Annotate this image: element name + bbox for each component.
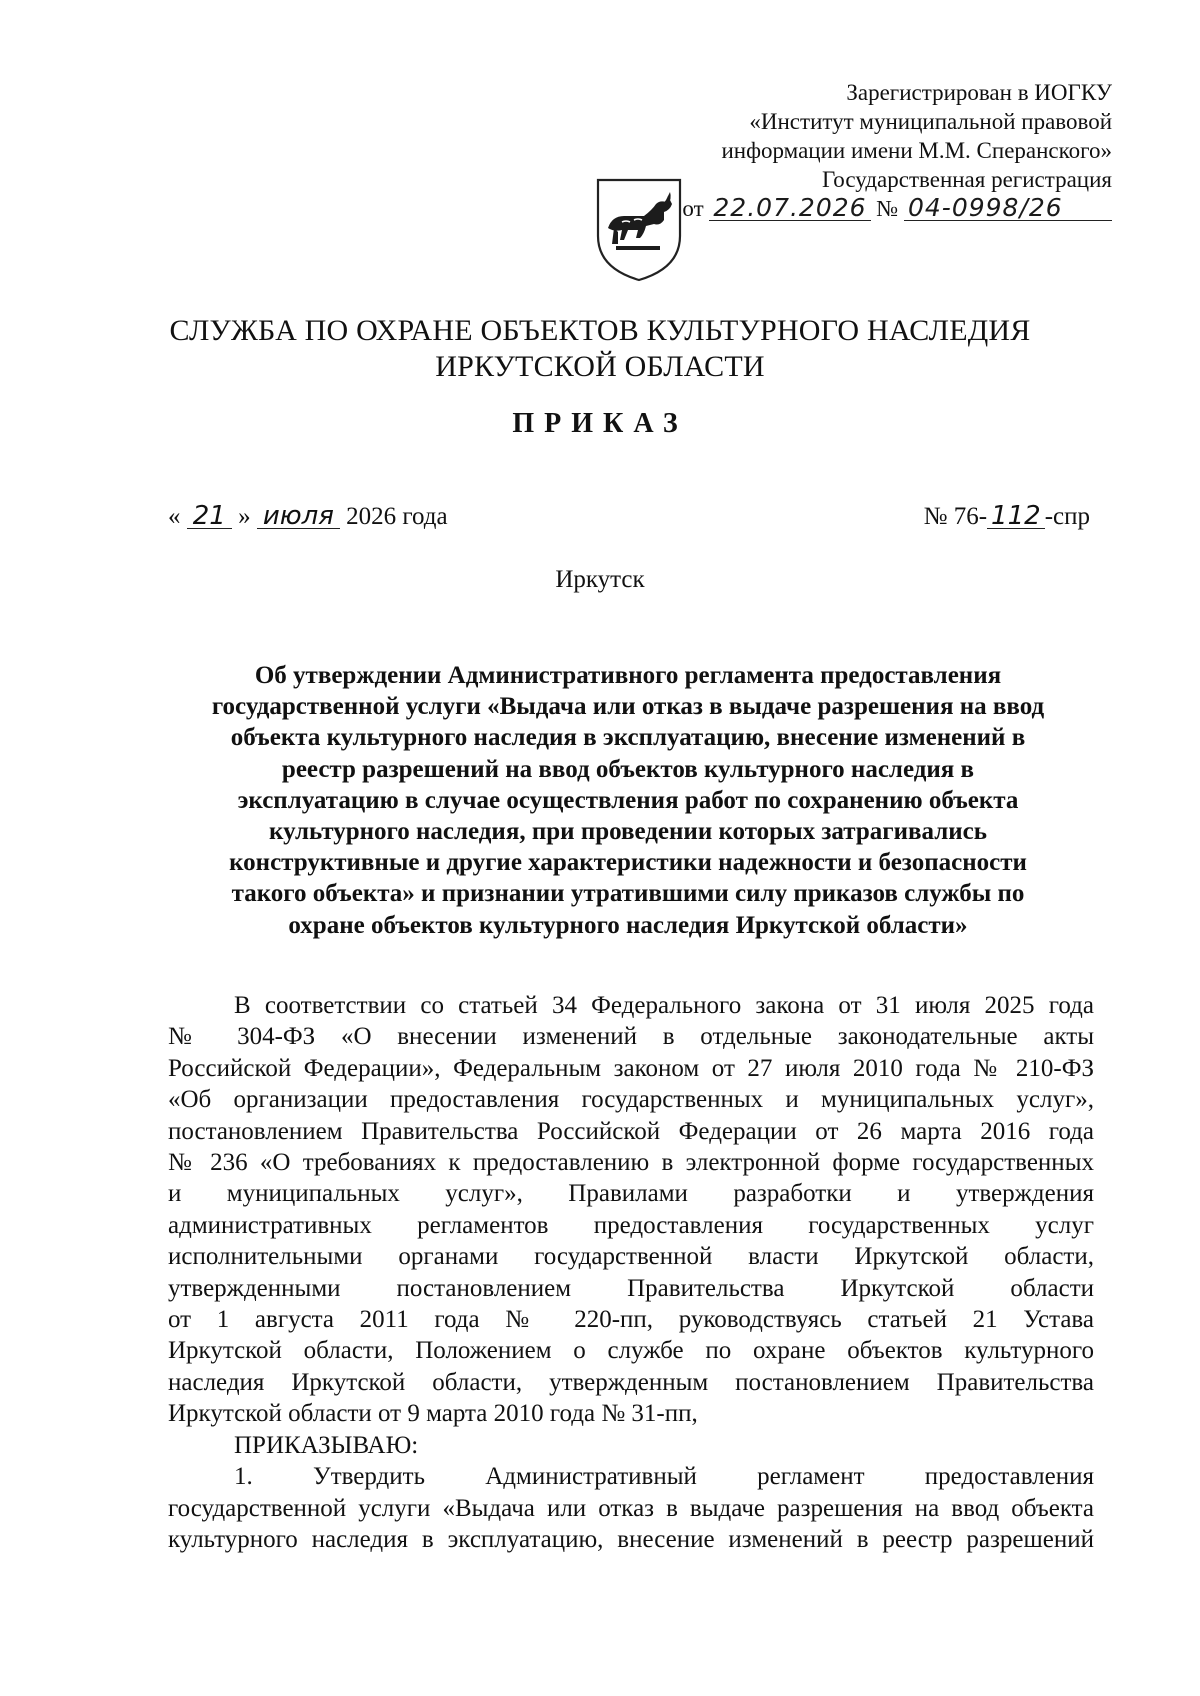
body-line: исполнительными органами государственной власти Иркутской области,	[168, 1243, 1094, 1271]
document-title	[168, 660, 1088, 941]
date-day-handwritten: 21	[187, 504, 232, 529]
registration-from-label: от	[682, 196, 704, 221]
registration-number-line	[652, 194, 1112, 223]
body-line: «Об организации предоставления государственных и муниципальных услуг»,	[168, 1086, 1094, 1114]
registration-line: Государственная регистрация	[822, 167, 1112, 192]
registration-line: информации имени М.М. Сперанского»	[721, 138, 1112, 163]
body-line: В соответствии со статьей 34 Федерального закона от 31 июля 2025 года	[234, 992, 1094, 1019]
organization-name	[0, 313, 1200, 385]
body-line: Иркутской области, Положением о службе по охране объектов культурного	[168, 1337, 1094, 1365]
registration-no-label: №	[876, 196, 899, 221]
registration-line: Зарегистрирован в ИОГКУ	[846, 80, 1112, 105]
body-line: утвержденными постановлением Правительства Иркутской области	[168, 1274, 1094, 1302]
document-body	[168, 990, 1094, 1555]
date-open-quote: «	[168, 503, 181, 530]
registration-stamp	[652, 78, 1112, 223]
body-line: и муниципальных услуг», Правилами разработки и утверждения	[168, 1180, 1094, 1208]
document-type: ПРИКАЗ	[512, 408, 688, 439]
date-close-quote: »	[238, 503, 251, 530]
item1-line: 1. Утвердить Административный регламент предоставления	[234, 1463, 1094, 1491]
date-month-handwritten: июля	[257, 504, 340, 529]
body-line: административных регламентов предоставления государственных услуг	[168, 1211, 1094, 1239]
organization-line: СЛУЖБА ПО ОХРАНЕ ОБЪЕКТОВ КУЛЬТУРНОГО НАСЛЕДИЯ	[169, 314, 1031, 347]
item1-line: государственной услуги «Выдача или отказ в выдаче разрешения на ввод объекта	[168, 1494, 1094, 1522]
date-year: 2026 года	[346, 503, 448, 530]
registration-number-handwritten: 04-0998/26	[904, 196, 1112, 221]
title-line: культурного наследия, при проведении которых затрагивались	[269, 818, 987, 846]
irkutsk-coat-of-arms-icon	[594, 176, 684, 284]
title-line: охране объектов культурного наследия Иркутской области»	[288, 911, 968, 939]
body-line: постановлением Правительства Российской Федерации от 26 марта 2016 года	[168, 1117, 1094, 1145]
order-number-prefix: № 76-	[923, 503, 988, 530]
city: Иркутск	[555, 566, 645, 593]
registration-date-handwritten: 22.07.2026	[709, 196, 870, 221]
order-number-handwritten: 112	[987, 504, 1045, 529]
order-date	[168, 503, 448, 531]
order-number-suffix: -спр	[1044, 503, 1090, 530]
title-line: Об утверждении Административного регламента предоставления	[254, 662, 1002, 689]
title-line: эксплуатацию в случае осуществления работ по сохранению объекта	[237, 786, 1019, 814]
title-line: конструктивные и другие характеристики надежности и безопасности	[229, 849, 1027, 877]
order-number	[924, 503, 1090, 531]
title-line: объекта культурного наследия в эксплуатацию, внесение изменений в	[230, 724, 1026, 752]
body-line: № 304-ФЗ «О внесении изменений в отдельные законодательные акты	[168, 1023, 1094, 1051]
title-line: реестр разрешений на ввод объектов культурного наследия в	[281, 755, 975, 783]
body-line: Российской Федерации», Федеральным законом от 27 июля 2010 года № 210-ФЗ	[168, 1054, 1094, 1082]
registration-line: «Институт муниципальной правовой	[749, 109, 1112, 134]
body-line: от 1 августа 2011 года № 220-пп, руководствуясь статьей 21 Устава	[168, 1306, 1094, 1334]
organization-line: ИРКУТСКОЙ ОБЛАСТИ	[435, 350, 765, 383]
body-line: № 236 «О требованиях к предоставлению в электронной форме государственных	[168, 1149, 1094, 1177]
body-line: Иркутской области от 9 марта 2010 года № 31-пп,	[168, 1400, 698, 1428]
body-line: наследия Иркутской области, утвержденным постановлением Правительства	[168, 1368, 1094, 1396]
item1-line: культурного наследия в эксплуатацию, внесение изменений в реестр разрешений	[168, 1525, 1094, 1553]
order-word: ПРИКАЗЫВАЮ:	[234, 1431, 419, 1459]
title-line: такого объекта» и признании утратившими силу приказов службы по	[231, 880, 1025, 908]
title-line: государственной услуги «Выдача или отказ в выдаче разрешения на ввод	[211, 693, 1045, 721]
